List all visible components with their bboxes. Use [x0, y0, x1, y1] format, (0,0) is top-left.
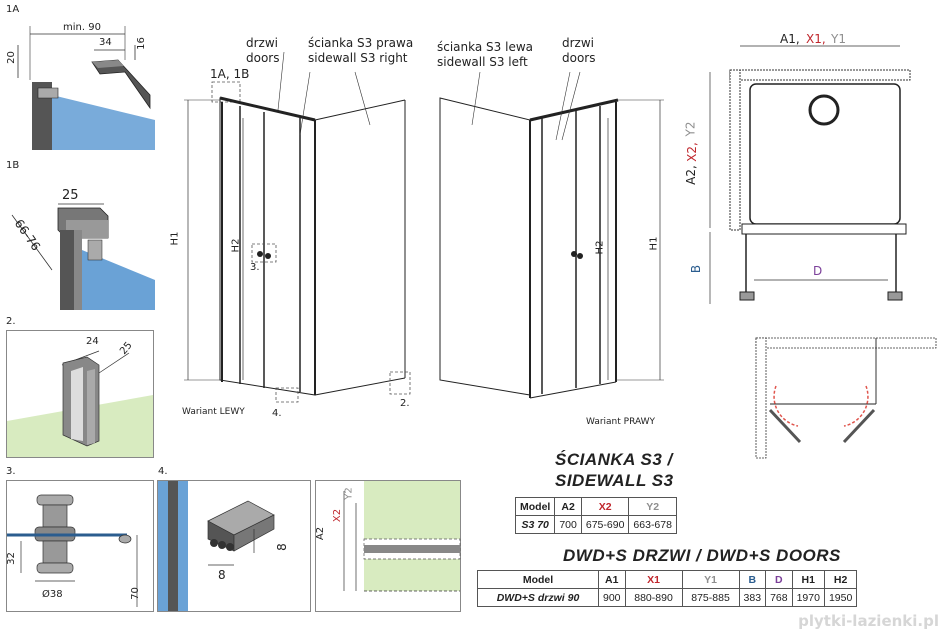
mark-4: 4.: [272, 408, 282, 419]
dim-70: 70: [129, 587, 141, 600]
dim-66-76: 66-76: [11, 216, 44, 254]
table-row: [516, 516, 677, 534]
plan-y1: Y1: [831, 32, 846, 46]
doors-right-en: doors: [562, 51, 596, 65]
h1-left: H1: [169, 231, 181, 246]
cell-x1: 880-890: [625, 589, 682, 607]
variant-left: Wariant LEWY: [182, 407, 245, 417]
callout-1a-1b: 1A, 1B: [210, 67, 250, 81]
col-y2: Y2: [629, 498, 677, 516]
dim-16: 16: [135, 37, 147, 50]
dim-8-vertical: 8: [274, 543, 289, 551]
cell-y2: 663-678: [629, 516, 677, 534]
dim-a2: A2: [315, 526, 327, 541]
plan-x1: X1,: [806, 32, 826, 46]
col-a1: A1: [599, 571, 626, 589]
doors-left-en: doors: [246, 51, 280, 65]
dim-25-b: 25: [118, 340, 135, 357]
detail-1a-label: 1A: [6, 4, 20, 15]
h2-left: H2: [230, 238, 242, 253]
sidewall-heading-2: SIDEWALL S3: [555, 471, 674, 490]
dim-20: 20: [5, 51, 17, 64]
variant-right: Wariant PRAWY: [586, 417, 656, 427]
cell-h1: 1970: [792, 589, 824, 607]
detail-1b-label: 1B: [6, 160, 20, 171]
plan-a2: A2,: [683, 165, 698, 185]
col-y1: Y1: [682, 571, 739, 589]
plan-b: B: [689, 264, 704, 274]
col-x1: X1: [625, 571, 682, 589]
col-d: D: [766, 571, 793, 589]
dim-25: 25: [62, 188, 79, 203]
col-model: Model: [516, 498, 555, 516]
dim-32: 32: [5, 552, 17, 565]
swing-diagram: [756, 338, 936, 458]
cell-b: 383: [739, 589, 766, 607]
detail-4-label: 4.: [158, 466, 168, 477]
cell-y1: 875-885: [682, 589, 739, 607]
table-row: [478, 589, 857, 607]
dim-38: Ø38: [42, 589, 63, 600]
cell-d: 768: [766, 589, 793, 607]
cell-model: DWD+S drzwi 90: [478, 589, 599, 607]
dim-y2: Y2: [343, 487, 355, 500]
sidewall-left-pl: ścianka S3 lewa: [437, 40, 533, 54]
col-model: Model: [478, 571, 599, 589]
sidewall-left-en: sidewall S3 left: [437, 55, 528, 69]
doors-table: [477, 570, 857, 607]
col-x2: X2: [581, 498, 629, 516]
sidewall-right-pl: ścianka S3 prawa: [308, 36, 414, 50]
doors-right-pl: drzwi: [562, 36, 594, 50]
col-h2: H2: [824, 571, 856, 589]
watermark: plytki-lazienki.pl: [798, 612, 939, 630]
plan-view-drawing: [690, 28, 930, 348]
doors-table-header: [478, 571, 857, 589]
col-h1: H1: [792, 571, 824, 589]
cell-a2: 700: [555, 516, 582, 534]
doors-heading: DWD+S DRZWI / DWD+S DOORS: [563, 546, 841, 565]
cell-h2: 1950: [824, 589, 856, 607]
detail-2-label: 2.: [6, 316, 16, 327]
cell-model: S3 70: [516, 516, 555, 534]
detail-3-label: 3.: [6, 466, 16, 477]
cell-x2: 675-690: [581, 516, 629, 534]
col-a2: A2: [555, 498, 582, 516]
plan-y2: Y2: [683, 121, 698, 137]
mark-3: 3.: [250, 262, 260, 273]
plan-d: D: [813, 264, 823, 278]
doors-left-pl: drzwi: [246, 36, 278, 50]
sidewall-table-header: [516, 498, 677, 516]
dim-8-horizontal: 8: [218, 568, 226, 582]
dim-min90: min. 90: [63, 22, 101, 33]
sidewall-table: [515, 497, 677, 534]
plan-x2: X2,: [684, 142, 699, 162]
cell-a1: 900: [599, 589, 626, 607]
dim-x2: X2: [332, 508, 344, 523]
sidewall-right-en: sidewall S3 right: [308, 51, 408, 65]
dim-34: 34: [99, 37, 112, 48]
h1-right: H1: [648, 236, 660, 251]
detail-height-frame: [315, 480, 461, 612]
mark-2: 2.: [400, 398, 410, 409]
plan-a1: A1,: [780, 32, 800, 46]
main-elevation-drawing: [160, 0, 680, 420]
h2-right: H2: [594, 240, 606, 255]
dim-24: 24: [86, 336, 99, 347]
col-b: B: [739, 571, 766, 589]
sidewall-heading-1: ŚCIANKA S3 /: [555, 450, 673, 469]
